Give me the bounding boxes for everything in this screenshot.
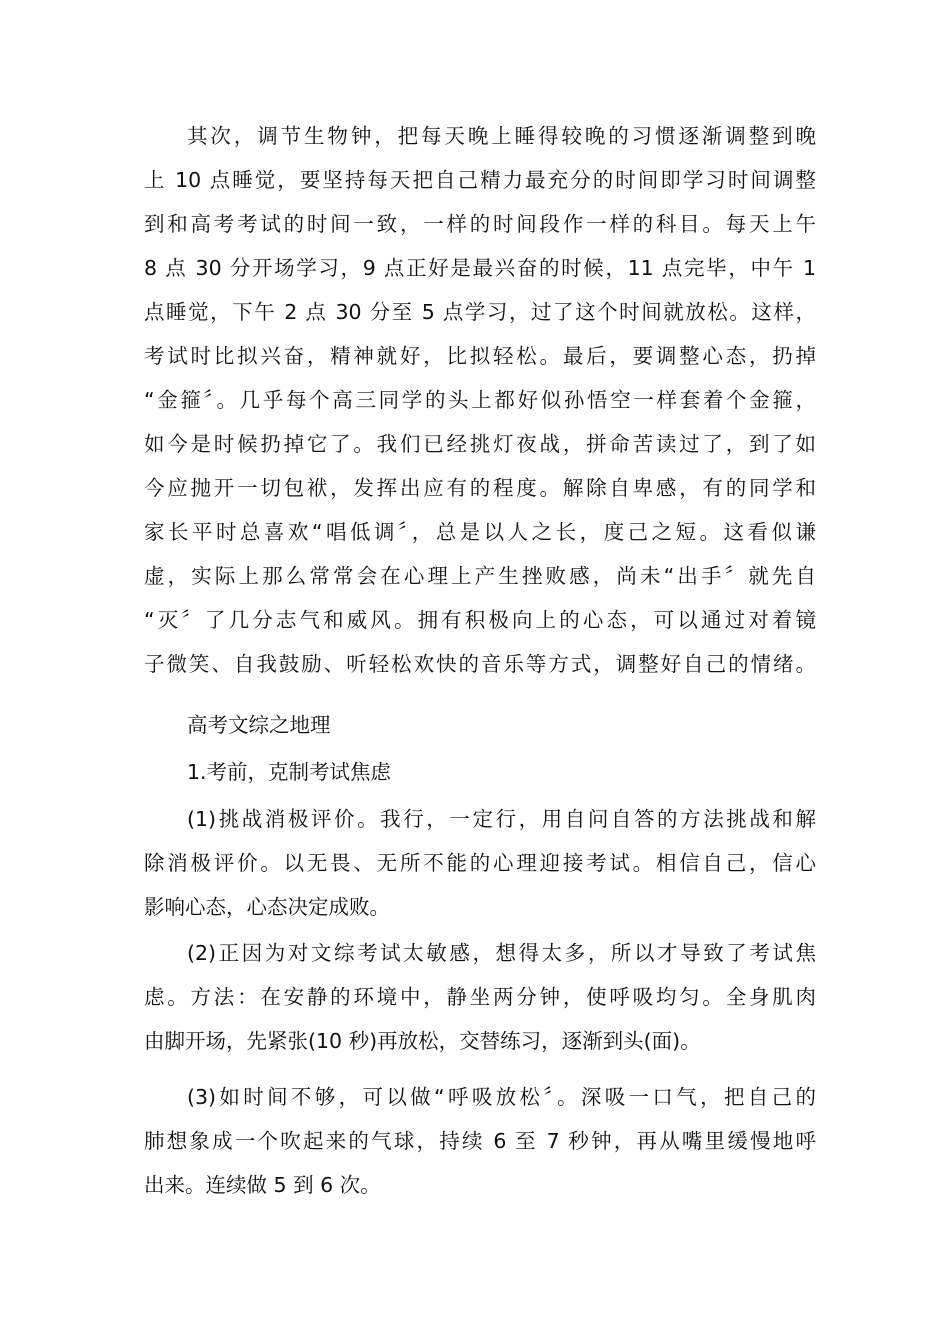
paragraph-item-3 — [144, 1075, 816, 1207]
text-line: 出来。连续做 5 到 6 次。 — [144, 1173, 381, 1197]
text-line: 影响心态，心态决定成败。 — [144, 895, 390, 919]
paragraph-biological-clock — [144, 114, 816, 686]
text-line: 上 10 点睡觉，要坚持每天把自己精力最充分的时间即学习时间调整 — [144, 168, 816, 192]
text-line: 由脚开场，先紧张(10 秒)再放松，交替练习，逐渐到头(面)。 — [144, 1029, 701, 1053]
section-heading-geography — [144, 703, 816, 747]
subheading-before-exam — [144, 750, 816, 794]
paragraph-item-2 — [144, 931, 816, 1063]
text-line: 子微笑、自我鼓励、听轻松欢快的音乐等方式，调整好自己的情绪。 — [144, 652, 816, 676]
text-line: “灭〞了几分志气和威风。拥有积极向上的心态，可以通过对着镜 — [144, 608, 816, 632]
text-line: (3)如时间不够，可以做“呼吸放松〞。深吸一口气，把自己的 — [187, 1085, 816, 1109]
subheading: 1.考前，克制考试焦虑 — [187, 760, 392, 784]
text-line: 除消极评价。以无畏、无所不能的心理迎接考试。相信自己，信心 — [144, 851, 816, 875]
section-heading: 高考文综之地理 — [187, 713, 331, 737]
text-line: 家长平时总喜欢“唱低调〞，总是以人之长，度己之短。这看似谦 — [144, 520, 816, 544]
text-line: 如今是时候扔掉它了。我们已经挑灯夜战，拼命苦读过了，到了如 — [144, 432, 816, 456]
text-line: “金箍〞。几乎每个高三同学的头上都好似孙悟空一样套着个金箍， — [144, 388, 816, 412]
text-line: 点睡觉，下午 2 点 30 分至 5 点学习，过了这个时间就放松。这样， — [144, 300, 816, 324]
text-line: 肺想象成一个吹起来的气球，持续 6 至 7 秒钟，再从嘴里缓慢地呼 — [144, 1129, 816, 1153]
text-line: (1)挑战消极评价。我行，一定行，用自问自答的方法挑战和解 — [187, 807, 816, 831]
text-line: 8 点 30 分开场学习，9 点正好是最兴奋的时候，11 点完毕，中午 1 — [144, 256, 816, 280]
text-line: (2)正因为对文综考试太敏感，想得太多，所以才导致了考试焦 — [187, 941, 816, 965]
text-line: 虑。方法：在安静的环境中，静坐两分钟，使呼吸均匀。全身肌肉 — [144, 985, 816, 1009]
text-line: 今应抛开一切包袱，发挥出应有的程度。解除自卑感，有的同学和 — [144, 476, 816, 500]
text-line: 其次，调节生物钟，把每天晚上睡得较晚的习惯逐渐调整到晚 — [187, 124, 816, 148]
text-line: 虚，实际上那么常常会在心理上产生挫败感，尚未“出手〞就先自 — [144, 564, 816, 588]
paragraph-item-1 — [144, 797, 816, 929]
text-line: 到和高考考试的时间一致，一样的时间段作一样的科目。每天上午 — [144, 212, 816, 236]
text-line: 考试时比拟兴奋，精神就好，比拟轻松。最后，要调整心态，扔掉 — [144, 344, 816, 368]
